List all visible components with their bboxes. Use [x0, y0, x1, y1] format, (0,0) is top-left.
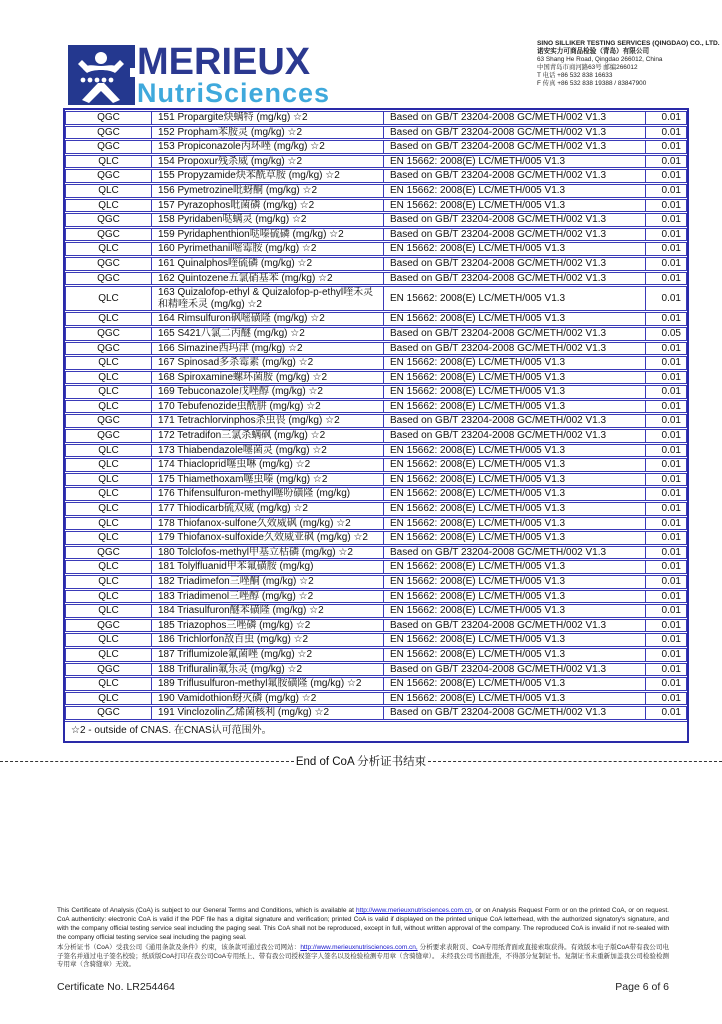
brand-name-merieux: MERIEUX	[137, 41, 311, 83]
table-row	[65, 169, 687, 183]
row-method: Based on GB/T 23204-2008 GC/METH/002 V1.3	[383, 706, 645, 720]
legal-cn-post: 分析要求表附页、CoA专用纸背面或直接索取获得。有效版本电子版CoA带有我公司电子签名并通过电子签名校验；纸质版CoA打印在我公司CoA专用纸上、带有我公司授权签字人签名以及检验检测专用章（含骑缝章）。 未经我公司书面批准，不得部分复制证书。复制证书未重新加盖我公司检验检测专用章（含骑缝章）无效。	[57, 943, 669, 969]
table-row	[65, 648, 687, 662]
company-name-en: SINO SILLIKER TESTING SERVICES (QINGDAO) CO., LTD.	[537, 40, 720, 47]
row-test-item: 155 Propyzamide炔苯酰草胺 (mg/kg) ☆2	[151, 169, 383, 183]
row-result-value: 0.01	[645, 648, 687, 662]
results-tbody	[65, 111, 687, 720]
row-result-value: 0.01	[645, 414, 687, 428]
results-table	[63, 108, 689, 743]
row-test-item: 157 Pyrazophos吡菌磷 (mg/kg) ☆2	[151, 199, 383, 213]
row-test-item: 179 Thiofanox-sulfoxide久效威亚砜 (mg/kg) ☆2	[151, 531, 383, 545]
row-code: QLC	[65, 677, 151, 691]
table-row	[65, 575, 687, 589]
table-row	[65, 400, 687, 414]
legal-en-post: , or on Analysis Request Form or on the printed CoA, or on request. CoA authenticity: electronic CoA is valid if the PDF file has a digital signature and verification; printed CoA is valid if displayed on the printed unique CoA letterhead, with the authorized signatory's signature, and with the company official testing service seal including the paging seal. This CoA shall not be reproduced, except in full, without written approval of the company. The reproduced CoA is invalid if not re-sealed with the company official testing service seal including the paging seal.	[57, 907, 669, 941]
row-test-item: 162 Quintozene五氯硝基苯 (mg/kg) ☆2	[151, 272, 383, 286]
row-method: Based on GB/T 23204-2008 GC/METH/002 V1.3	[383, 140, 645, 154]
row-method: Based on GB/T 23204-2008 GC/METH/002 V1.3	[383, 619, 645, 633]
row-test-item: 188 Trifluralin氟乐灵 (mg/kg) ☆2	[151, 663, 383, 677]
row-test-item: 156 Pymetrozine吡蚜酮 (mg/kg) ☆2	[151, 184, 383, 198]
row-code: QLC	[65, 531, 151, 545]
row-code: QLC	[65, 604, 151, 618]
row-method: Based on GB/T 23204-2008 GC/METH/002 V1.3	[383, 213, 645, 227]
table-row	[65, 517, 687, 531]
table-row	[65, 633, 687, 647]
table-row	[65, 213, 687, 227]
table-row	[65, 663, 687, 677]
row-result-value: 0.01	[645, 429, 687, 443]
row-method: Based on GB/T 23204-2008 GC/METH/002 V1.3	[383, 169, 645, 183]
row-code: QLC	[65, 400, 151, 414]
row-code: QGC	[65, 169, 151, 183]
row-test-item: 151 Propargite炔螨特 (mg/kg) ☆2	[151, 111, 383, 125]
row-test-item: 171 Tetrachlorvinphos杀虫畏 (mg/kg) ☆2	[151, 414, 383, 428]
table-row	[65, 560, 687, 574]
row-result-value: 0.01	[645, 342, 687, 356]
row-test-item: 183 Triadimenol三唑醇 (mg/kg) ☆2	[151, 590, 383, 604]
row-method: EN 15662: 2008(E) LC/METH/005 V1.3	[383, 199, 645, 213]
row-code: QLC	[65, 385, 151, 399]
row-result-value: 0.01	[645, 546, 687, 560]
row-test-item: 168 Spiroxamine螺环菌胺 (mg/kg) ☆2	[151, 371, 383, 385]
table-row	[65, 444, 687, 458]
table-row	[65, 429, 687, 443]
row-method: EN 15662: 2008(E) LC/METH/005 V1.3	[383, 385, 645, 399]
terms-link-en[interactable]: http://www.merieuxnutrisciences.com.cn	[355, 907, 472, 914]
row-method: EN 15662: 2008(E) LC/METH/005 V1.3	[383, 604, 645, 618]
row-method: Based on GB/T 23204-2008 GC/METH/002 V1.3	[383, 429, 645, 443]
row-result-value: 0.01	[645, 312, 687, 326]
legal-terms	[57, 907, 669, 970]
row-method: EN 15662: 2008(E) LC/METH/005 V1.3	[383, 444, 645, 458]
row-result-value: 0.01	[645, 575, 687, 589]
table-row	[65, 458, 687, 472]
certificate-number: Certificate No. LR254464	[57, 981, 175, 993]
company-fax: F 传真 +86 532 838 19388 / 83847900	[537, 80, 647, 87]
row-test-item: 160 Pyrimethanil嘧霉胺 (mg/kg) ☆2	[151, 242, 383, 256]
row-code: QGC	[65, 706, 151, 720]
company-address-cn: 中国青岛市商河路63号 邮编266012	[537, 64, 638, 71]
table-row	[65, 356, 687, 370]
row-method: Based on GB/T 23204-2008 GC/METH/002 V1.3	[383, 342, 645, 356]
row-result-value: 0.01	[645, 619, 687, 633]
row-result-value: 0.01	[645, 458, 687, 472]
row-test-item: 161 Quinalphos喹硫磷 (mg/kg) ☆2	[151, 257, 383, 271]
row-code: QLC	[65, 286, 151, 311]
row-code: QLC	[65, 575, 151, 589]
row-method: EN 15662: 2008(E) LC/METH/005 V1.3	[383, 692, 645, 706]
brand-name-nutrisciences: NutriSciences	[137, 78, 331, 108]
row-result-value: 0.01	[645, 272, 687, 286]
table-row	[65, 228, 687, 242]
row-test-item: 177 Thiodicarb硫双威 (mg/kg) ☆2	[151, 502, 383, 516]
row-result-value: 0.01	[645, 228, 687, 242]
row-method: Based on GB/T 23204-2008 GC/METH/002 V1.3	[383, 272, 645, 286]
row-code: QLC	[65, 371, 151, 385]
row-test-item: 185 Triazophos三唑磷 (mg/kg) ☆2	[151, 619, 383, 633]
table-row	[65, 272, 687, 286]
table-row	[65, 546, 687, 560]
table-row	[65, 473, 687, 487]
end-of-coa-line	[0, 753, 722, 769]
row-method: EN 15662: 2008(E) LC/METH/005 V1.3	[383, 371, 645, 385]
row-code: QGC	[65, 342, 151, 356]
row-code: QGC	[65, 414, 151, 428]
row-code: QLC	[65, 692, 151, 706]
row-code: QLC	[65, 502, 151, 516]
row-result-value: 0.01	[645, 663, 687, 677]
row-test-item: 184 Triasulfuron醚苯磺隆 (mg/kg) ☆2	[151, 604, 383, 618]
table-row	[65, 706, 687, 720]
row-test-item: 164 Rimsulfuron砜嘧磺隆 (mg/kg) ☆2	[151, 312, 383, 326]
row-method: Based on GB/T 23204-2008 GC/METH/002 V1.3	[383, 546, 645, 560]
row-test-item: 166 Simazine西玛津 (mg/kg) ☆2	[151, 342, 383, 356]
terms-link-cn[interactable]: http://www.merieuxnutrisciences.com.cn,	[300, 943, 418, 951]
row-method: Based on GB/T 23204-2008 GC/METH/002 V1.3	[383, 126, 645, 140]
table-row	[65, 692, 687, 706]
row-result-value: 0.01	[645, 213, 687, 227]
row-code: QLC	[65, 560, 151, 574]
table-row	[65, 502, 687, 516]
row-result-value: 0.01	[645, 604, 687, 618]
row-test-item: 154 Propoxur残杀威 (mg/kg) ☆2	[151, 155, 383, 169]
row-code: QLC	[65, 312, 151, 326]
row-result-value: 0.01	[645, 444, 687, 458]
row-code: QGC	[65, 228, 151, 242]
row-code: QLC	[65, 648, 151, 662]
row-code: QLC	[65, 155, 151, 169]
table-row	[65, 327, 687, 341]
row-test-item: 172 Tetradifon三氯杀螨砜 (mg/kg) ☆2	[151, 429, 383, 443]
row-method: Based on GB/T 23204-2008 GC/METH/002 V1.3	[383, 111, 645, 125]
table-row	[65, 487, 687, 501]
row-method: EN 15662: 2008(E) LC/METH/005 V1.3	[383, 458, 645, 472]
table-row	[65, 126, 687, 140]
row-result-value: 0.01	[645, 286, 687, 311]
company-name-cn: 诺安实力可商品检验（青岛）有限公司	[537, 48, 650, 55]
table-row	[65, 385, 687, 399]
row-test-item: 153 Propiconazole丙环唑 (mg/kg) ☆2	[151, 140, 383, 154]
row-test-item: 173 Thiabendazole噻菌灵 (mg/kg) ☆2	[151, 444, 383, 458]
row-test-item: 159 Pyridaphenthion哒嗪硫磷 (mg/kg) ☆2	[151, 228, 383, 242]
row-method: Based on GB/T 23204-2008 GC/METH/002 V1.3	[383, 257, 645, 271]
row-test-item: 181 Tolylfluanid甲苯氟磺胺 (mg/kg)	[151, 560, 383, 574]
row-result-value: 0.01	[645, 502, 687, 516]
table-row	[65, 677, 687, 691]
row-method: EN 15662: 2008(E) LC/METH/005 V1.3	[383, 560, 645, 574]
row-test-item: 189 Triflusulfuron-methyl氟胺磺隆 (mg/kg) ☆2	[151, 677, 383, 691]
row-code: QLC	[65, 633, 151, 647]
row-method: EN 15662: 2008(E) LC/METH/005 V1.3	[383, 531, 645, 545]
row-result-value: 0.01	[645, 706, 687, 720]
row-result-value: 0.01	[645, 517, 687, 531]
row-method: EN 15662: 2008(E) LC/METH/005 V1.3	[383, 633, 645, 647]
row-code: QLC	[65, 517, 151, 531]
row-code: QLC	[65, 444, 151, 458]
row-code: QGC	[65, 619, 151, 633]
table-row	[65, 531, 687, 545]
table-row	[65, 242, 687, 256]
row-result-value: 0.01	[645, 356, 687, 370]
row-result-value: 0.01	[645, 126, 687, 140]
dash-line-left	[0, 761, 294, 762]
table-row	[65, 155, 687, 169]
row-code: QLC	[65, 356, 151, 370]
row-test-item: 165 S421八氯二丙醚 (mg/kg) ☆2	[151, 327, 383, 341]
row-code: QGC	[65, 663, 151, 677]
row-method: EN 15662: 2008(E) LC/METH/005 V1.3	[383, 648, 645, 662]
table-row	[65, 342, 687, 356]
merieux-logo-icon	[68, 45, 135, 105]
results-table-grid	[65, 110, 687, 721]
row-method: EN 15662: 2008(E) LC/METH/005 V1.3	[383, 473, 645, 487]
row-result-value: 0.01	[645, 111, 687, 125]
row-method: EN 15662: 2008(E) LC/METH/005 V1.3	[383, 677, 645, 691]
row-method: EN 15662: 2008(E) LC/METH/005 V1.3	[383, 286, 645, 311]
dash-line-right	[428, 761, 722, 762]
row-code: QGC	[65, 111, 151, 125]
row-test-item: 187 Triflumizole氟菌唑 (mg/kg) ☆2	[151, 648, 383, 662]
row-method: EN 15662: 2008(E) LC/METH/005 V1.3	[383, 155, 645, 169]
row-test-item: 167 Spinosad多杀霉素 (mg/kg) ☆2	[151, 356, 383, 370]
row-method: EN 15662: 2008(E) LC/METH/005 V1.3	[383, 575, 645, 589]
row-result-value: 0.01	[645, 677, 687, 691]
merieux-logo	[68, 41, 331, 108]
table-row	[65, 312, 687, 326]
table-row	[65, 371, 687, 385]
table-row	[65, 590, 687, 604]
table-row	[65, 199, 687, 213]
row-code: QGC	[65, 327, 151, 341]
row-test-item: 158 Pyridaben哒螨灵 (mg/kg) ☆2	[151, 213, 383, 227]
row-result-value: 0.01	[645, 169, 687, 183]
legal-cn-pre: 本分析证书（CoA）受我公司《通用条款及条件》约束，该条款可通过我公司网站：	[57, 943, 301, 951]
row-code: QGC	[65, 546, 151, 560]
table-row	[65, 414, 687, 428]
row-result-value: 0.01	[645, 155, 687, 169]
row-test-item: 191 Vinclozolin乙烯菌核利 (mg/kg) ☆2	[151, 706, 383, 720]
row-test-item: 180 Tolclofos-methyl甲基立枯磷 (mg/kg) ☆2	[151, 546, 383, 560]
row-method: Based on GB/T 23204-2008 GC/METH/002 V1.3	[383, 327, 645, 341]
row-method: EN 15662: 2008(E) LC/METH/005 V1.3	[383, 312, 645, 326]
table-row	[65, 140, 687, 154]
row-test-item: 186 Trichlorfon敌百虫 (mg/kg) ☆2	[151, 633, 383, 647]
row-result-value: 0.01	[645, 257, 687, 271]
row-method: EN 15662: 2008(E) LC/METH/005 V1.3	[383, 502, 645, 516]
row-test-item: 182 Triadimefon三唑酮 (mg/kg) ☆2	[151, 575, 383, 589]
row-code: QLC	[65, 590, 151, 604]
table-row	[65, 604, 687, 618]
row-code: QGC	[65, 257, 151, 271]
row-test-item: 152 Propham苯胺灵 (mg/kg) ☆2	[151, 126, 383, 140]
row-test-item: 163 Quizalofop-ethyl & Quizalofop-p-ethyl喹禾灵和精喹禾灵 (mg/kg) ☆2	[151, 286, 383, 311]
row-result-value: 0.01	[645, 692, 687, 706]
legal-en-pre: This Certificate of Analysis (CoA) is subject to our General Terms and Conditions, which is available at	[57, 907, 356, 914]
row-method: EN 15662: 2008(E) LC/METH/005 V1.3	[383, 184, 645, 198]
row-test-item: 169 Tebuconazole戊唑醇 (mg/kg) ☆2	[151, 385, 383, 399]
row-result-value: 0.01	[645, 199, 687, 213]
table-row	[65, 286, 687, 311]
row-result-value: 0.01	[645, 590, 687, 604]
row-test-item: 190 Vamidothion蚜灭磷 (mg/kg) ☆2	[151, 692, 383, 706]
row-result-value: 0.01	[645, 560, 687, 574]
page-footer	[57, 981, 669, 993]
row-method: EN 15662: 2008(E) LC/METH/005 V1.3	[383, 517, 645, 531]
table-row	[65, 619, 687, 633]
table-row	[65, 184, 687, 198]
company-info	[537, 40, 720, 88]
row-code: QGC	[65, 213, 151, 227]
row-code: QGC	[65, 429, 151, 443]
row-test-item: 170 Tebufenozide虫酰肼 (mg/kg) ☆2	[151, 400, 383, 414]
row-method: EN 15662: 2008(E) LC/METH/005 V1.3	[383, 400, 645, 414]
company-tel: T 电话 +86 532 838 16633	[537, 72, 613, 79]
row-code: QLC	[65, 473, 151, 487]
row-result-value: 0.01	[645, 487, 687, 501]
end-of-coa-text: End of CoA 分析证书结束	[295, 756, 427, 768]
row-test-item: 174 Thiacloprid噻虫啉 (mg/kg) ☆2	[151, 458, 383, 472]
table-row	[65, 111, 687, 125]
table-row	[65, 257, 687, 271]
row-code: QLC	[65, 184, 151, 198]
row-code: QGC	[65, 140, 151, 154]
row-result-value: 0.01	[645, 184, 687, 198]
row-method: Based on GB/T 23204-2008 GC/METH/002 V1.3	[383, 663, 645, 677]
row-code: QLC	[65, 458, 151, 472]
row-result-value: 0.01	[645, 385, 687, 399]
row-code: QGC	[65, 272, 151, 286]
row-result-value: 0.05	[645, 327, 687, 341]
row-result-value: 0.01	[645, 371, 687, 385]
row-result-value: 0.01	[645, 242, 687, 256]
row-result-value: 0.01	[645, 473, 687, 487]
row-method: EN 15662: 2008(E) LC/METH/005 V1.3	[383, 487, 645, 501]
row-test-item: 175 Thiamethoxam噻虫嗪 (mg/kg) ☆2	[151, 473, 383, 487]
row-method: EN 15662: 2008(E) LC/METH/005 V1.3	[383, 356, 645, 370]
row-code: QLC	[65, 199, 151, 213]
row-code: QLC	[65, 242, 151, 256]
row-test-item: 176 Thifensulfuron-methyl噻吩磺隆 (mg/kg)	[151, 487, 383, 501]
row-result-value: 0.01	[645, 633, 687, 647]
row-method: EN 15662: 2008(E) LC/METH/005 V1.3	[383, 242, 645, 256]
cnas-footnote: ☆2 - outside of CNAS. 在CNAS认可范围外。	[65, 721, 687, 741]
row-method: Based on GB/T 23204-2008 GC/METH/002 V1.3	[383, 228, 645, 242]
row-result-value: 0.01	[645, 140, 687, 154]
company-address-en: 63 Shang He Road, Qingdao 266012, China	[537, 56, 663, 63]
row-method: Based on GB/T 23204-2008 GC/METH/002 V1.3	[383, 414, 645, 428]
row-result-value: 0.01	[645, 400, 687, 414]
row-method: EN 15662: 2008(E) LC/METH/005 V1.3	[383, 590, 645, 604]
brand-wordmark	[137, 41, 331, 108]
row-result-value: 0.01	[645, 531, 687, 545]
page-number: Page 6 of 6	[615, 981, 669, 993]
row-code: QLC	[65, 487, 151, 501]
row-test-item: 178 Thiofanox-sulfone久效威砜 (mg/kg) ☆2	[151, 517, 383, 531]
row-code: QGC	[65, 126, 151, 140]
